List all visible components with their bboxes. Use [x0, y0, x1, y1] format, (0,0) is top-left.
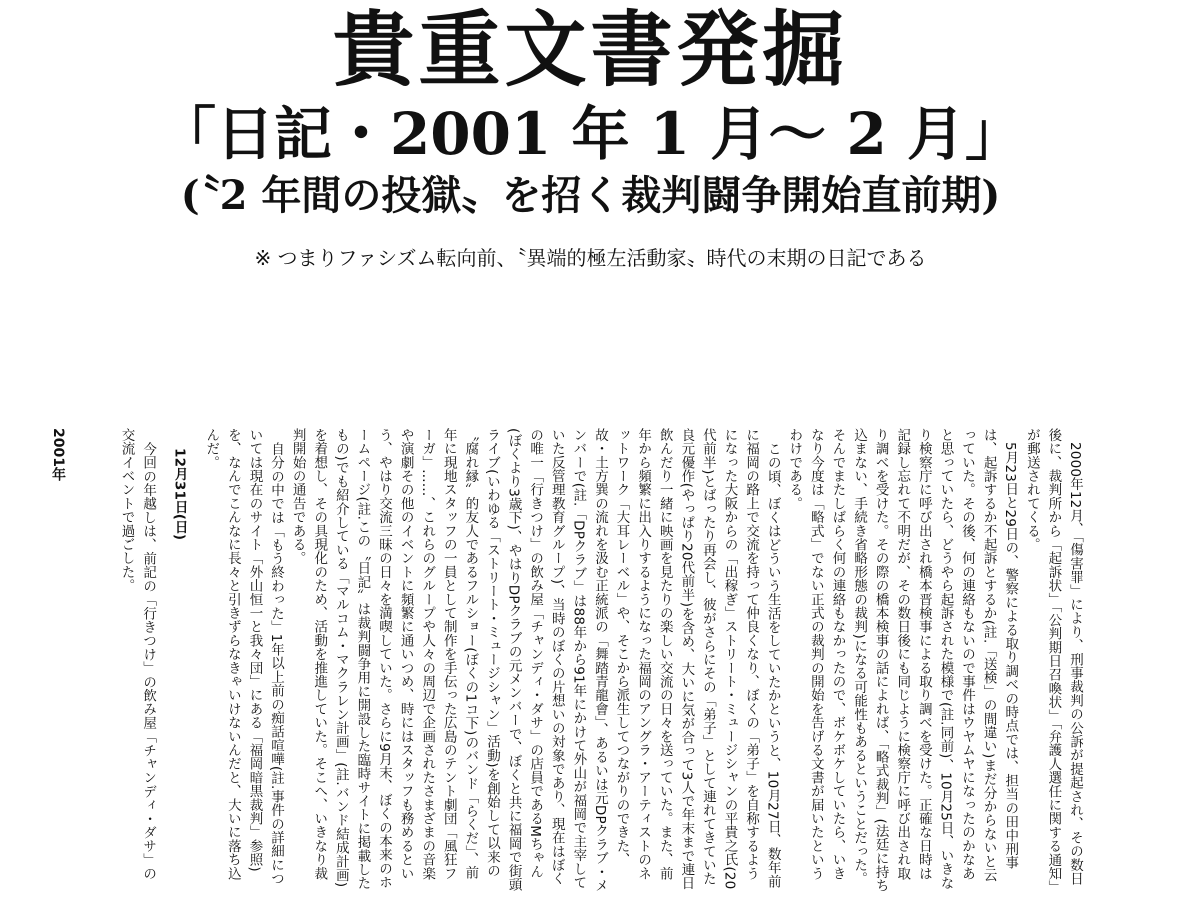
paragraph-3: この頃、ぼくはどういう生活をしていたかというと、10月27日、数年前に福岡の路上で交流を持って仲良くなり、ぼくの「弟子」を自称するようになった大阪からの「出稼ぎ」ストリート・ミュージシャンの平貴之氏(20代前半)とばったり再会し、彼がさらにその「弟子」として連れてきていた良元優作(やっぱり20代前半)を含め、大いに気が合って3人で年末まで連日飲んだり一緒に映画を見たりの楽しい交流の日々を送っていた。また、前年から頻繁に出入りするようになった福岡のアングラ・アーティストのネットワーク「大耳レーベル」や、そこから派生してつながりのできた、故・土方巽の流れを汲む正統派の「舞踏青龍會」、あるいは元DPクラブ・メンバーで(註.「DPクラブ」は88年から91年にかけて外山が福岡で主宰していた反管理教育グループ)、当時のぼくの片想いの対象であり、現在はぼくの唯一「行きつけ」の飲み屋「チャンディ・ダサ」の店員であるMちゃん(ぼくより3歳下)、やはりDPクラブの元メンバーで、ぼくと共に福岡で街頭ライブ(いわゆる「ストリート・ミュージシャン」活動)を創始して以来の〝腐れ縁〟的友人であるフルショー(ぼくの1コ下)のバンド「らくだ」、前年に現地スタッフの一員として制作を手伝った広島のテント劇団「風狂フーガ」……、これらのグループや人々の周辺で企画されたさまざまの音楽や演劇その他のイベントに頻繁に通いつめ、時にはスタッフも務めるという、やはり交流三昧の日々を満喫していた。さらに9月末、ぼくの本来のホームページ(註.この〝日記〟は裁判闘争用に開設した臨時サイトに掲載したもの)でも紹介している「マルコム・マクラレン計画」(註.バンド結成計画)を着想し、その具現化のため、活動を推進していた。そこへ、いきなり裁判開始の通告である。 — [289, 428, 781, 893]
header-note: ※ つまりファシズム転向前、〝異端的極左活動家〟時代の末期の日記である — [254, 246, 927, 270]
year-marker: 2001年 — [50, 428, 66, 481]
page-subtitle-secondary: (〝2 年間の投獄〟を招く裁判闘争開始直前期) — [180, 172, 1001, 219]
diary-article — [118, 428, 1085, 893]
entry-date-heading: 12月31日(日) — [171, 448, 188, 541]
page-subtitle: 「日記・2001 年 1 月〜 2 月」 — [157, 100, 1024, 168]
entry-paragraph: 今回の年越しは、前記の「行きつけ」の飲み屋「チャンディ・ダサ」の交流イベントで過ごした。 — [118, 428, 157, 880]
paragraph-4: 自分の中では「もう終わった」1年以上前の痴話喧嘩(註.事件の詳細については現在のサイト「外山恒一と我々団」にある「福岡暗黒裁判」参照)を、なんでこんなに長々と引きずらなきゃいけないんだと、大いに落ち込んだ。 — [203, 428, 285, 885]
paragraph-1: 2000年12月、「傷害罪」により、刑事裁判の公訴が提起され、その数日後に、裁判所から「起訴状」「公判期日召喚状」「弁護人選任に関する通知」が郵送されてくる。 — [1023, 428, 1083, 888]
page-title: 貴重文書発掘 — [332, 2, 849, 98]
paragraph-2: 5月23日と29日の、警察による取り調べの時点では、担当の田中刑事は、起訴するか不起訴とするか(註.「送検」の間違い)まだ分からないと云っていた。その後、何の連絡もないので事件はウヤムヤになったのかなあと思っていたら、どうやら起訴された模様で(註.同前)、10月25日、いきなり検察庁に呼び出され橋本晋検事による取り調べを受けた。正確な日時は記録し忘れて不明だが、その数日後にも同じように検察庁に呼び出され取り調べを受けた。その際の橋本検事の話によれば、「略式裁判」(法廷に持ち込まない、手続き省略形態の裁判)になる可能性もあるということだった。そんでまたしばらく何の連絡もなかったので、ボケボケしていたら、いきなり今度は「略式」でない正式の裁判の開始を告げる文書が届いたというわけである。 — [786, 428, 1019, 893]
